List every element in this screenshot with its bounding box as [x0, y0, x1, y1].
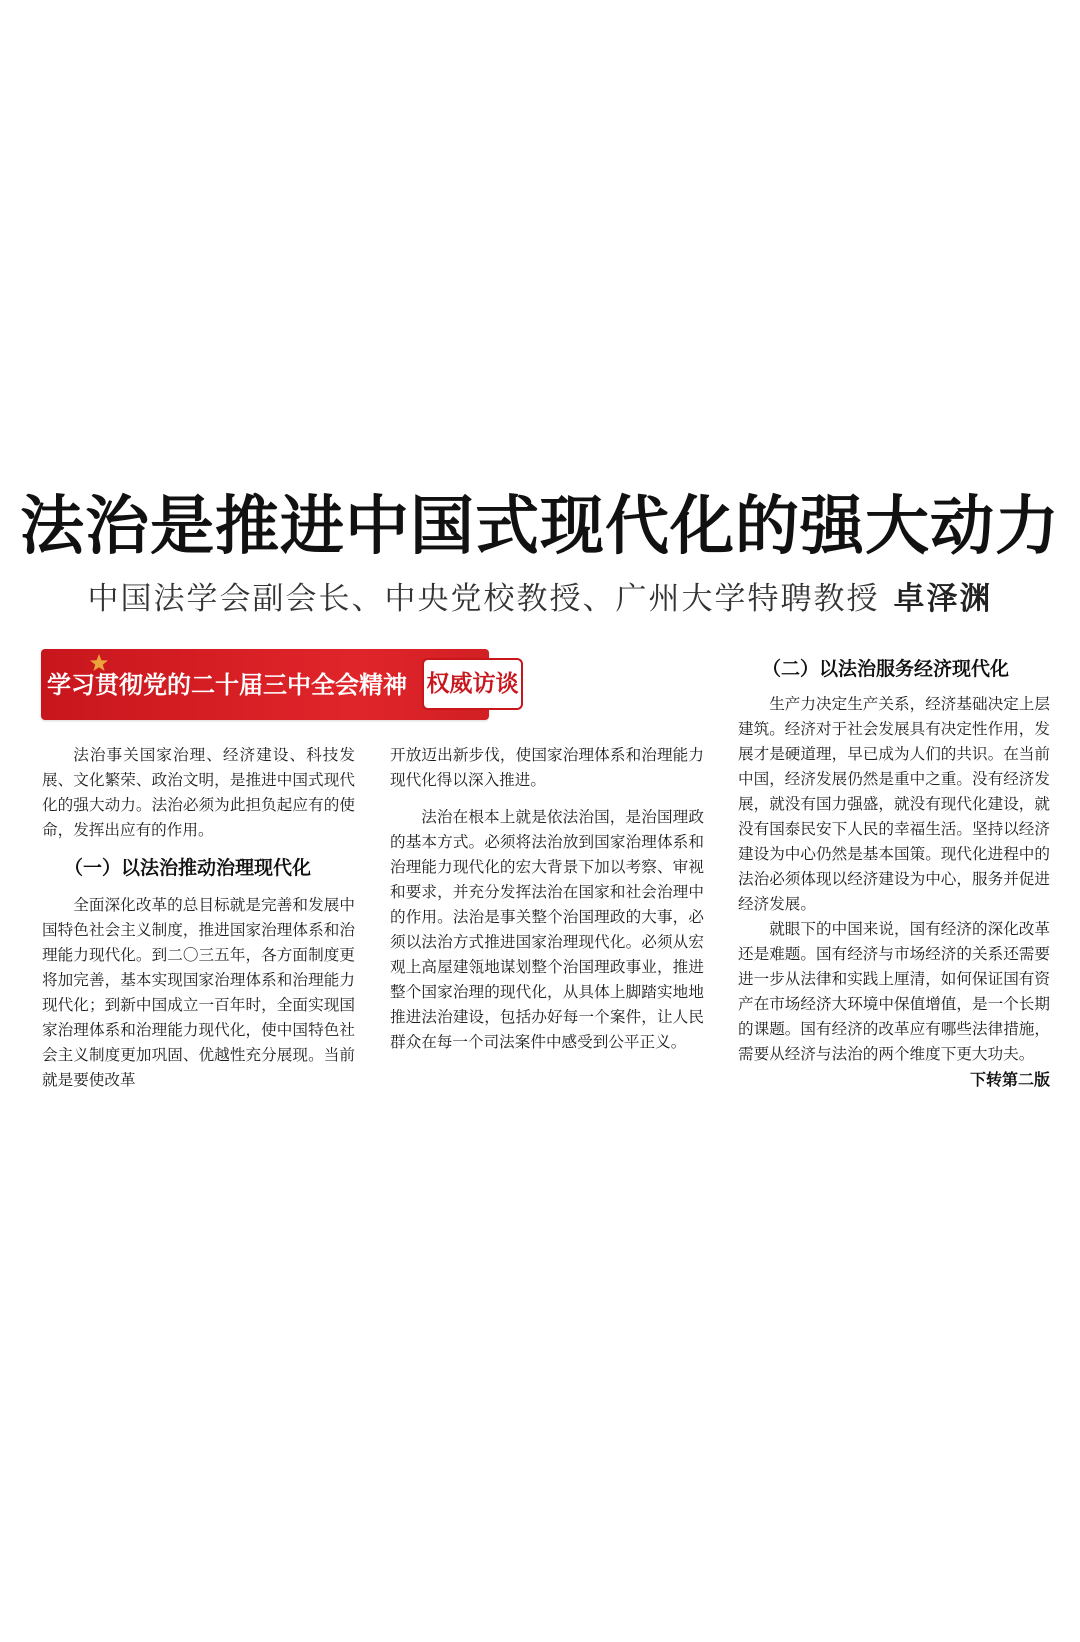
article-column-3 [738, 652, 1050, 1092]
article-paragraph-text: 就眼下的中国来说，国有经济的深化改革还是难题。国有经济与市场经济的关系还需要进一步从法律和实践上厘清，如何保证国有资产在市场经济大环境中保值增值，是一个长期的课题。国有经济的改革应有哪些法律措施，需要从经济与法治的两个维度下更大功夫。 [738, 920, 1050, 1063]
article-paragraph: 生产力决定生产关系，经济基础决定上层建筑。经济对于社会发展具有决定性作用，发展才是硬道理，早已成为人们的共识。在当前中国，经济发展仍然是重中之重。没有经济发展，就没有国力强盛，就没有现代化建设，就没有国泰民安下人民的幸福生活。坚持以经济建设为中心仍然是基本国策。现代化进程中的法治必须体现以经济建设为中心，服务并促进经济发展。 [738, 695, 1050, 913]
byline-title: 中国法学会副会长、中央党校教授、广州大学特聘教授 [87, 581, 880, 617]
column-banner [41, 649, 519, 720]
section-heading-2: （二）以法治服务经济现代化 [762, 658, 1010, 680]
article-paragraph: 法治在根本上就是依法治国，是治国理政的基本方式。必须将法治放到国家治理体系和治理能力现代化的宏大背景下加以考察、审视和要求，并充分发挥法治在国家和社会治理中的作用。法治是事关整个治国理政的大事，必须以法治方式推进国家治理现代化。必须从宏观上高屋建瓴地谋划整个治国理政事业，推进整个国家治理的现代化，从具体上脚踏实地地推进法治建设，包括办好每一个案件，让人民群众在每一个司法案件中感受到公平正义。 [390, 808, 704, 1051]
article-column-2 [390, 743, 704, 1055]
article-column-1 [42, 743, 355, 1093]
article-paragraph: 开放迈出新步伐，使国家治理体系和治理能力现代化得以深入推进。 [390, 746, 704, 789]
article-paragraph: 全面深化改革的总目标就是完善和发展中国特色社会主义制度，推进国家治理体系和治理能力现代化。到二〇三五年，各方面制度更将加完善，基本实现国家治理体系和治理能力现代化；到新中国成立一百年时，全面实现国家治理体系和治理能力现代化，使中国特色社会主义制度更加巩固、优越性充分展现。当前就是要使改革 [42, 896, 355, 1089]
byline [0, 577, 1080, 621]
byline-author: 卓泽渊 [893, 581, 993, 617]
banner-title: 学习贯彻党的二十届三中全会精神 [47, 671, 407, 699]
intro-paragraph: 法治事关国家治理、经济建设、科技发展、文化繁荣、政治文明，是推进中国式现代化的强大动力。法治必须为此担负起应有的使命，发挥出应有的作用。 [42, 746, 355, 839]
headline: 法治是推进中国式现代化的强大动力 [20, 490, 1060, 564]
section-heading-1: （一）以法治推动治理现代化 [64, 857, 312, 879]
article-paragraph [738, 917, 1050, 1089]
continue-note: 下转第二版 [969, 1070, 1050, 1089]
banner-tag: 权威访谈 [422, 658, 523, 710]
